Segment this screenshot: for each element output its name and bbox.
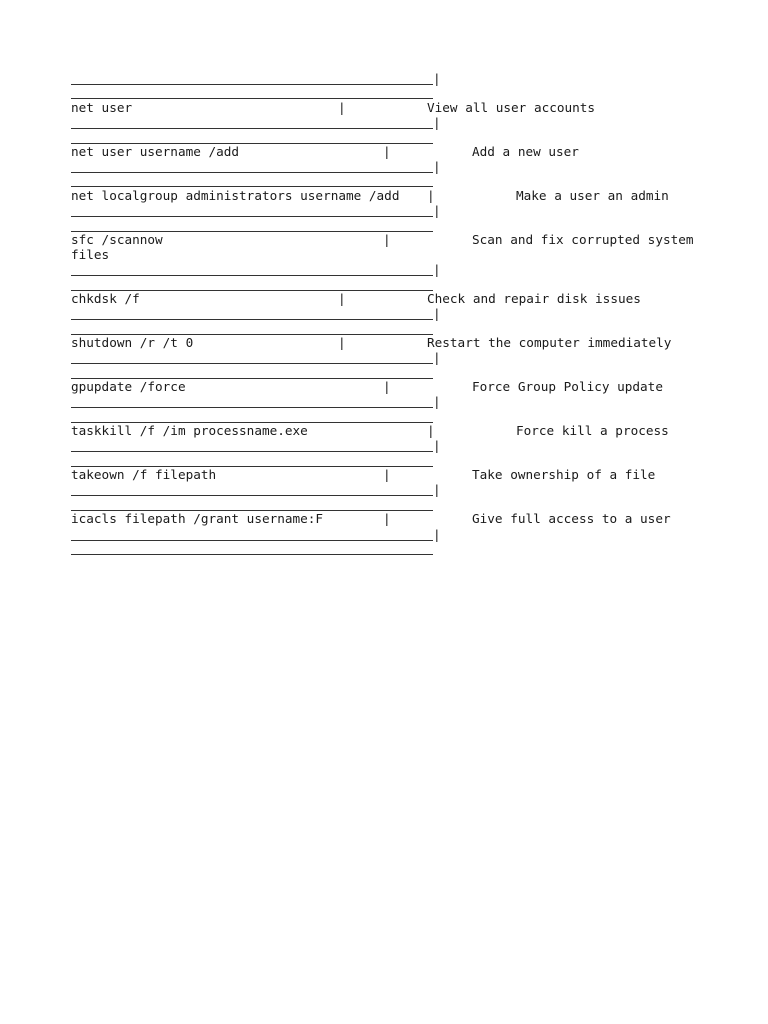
rule-pipe: | — [433, 71, 441, 86]
horizontal-rule — [71, 216, 433, 217]
command-text: takeown /f filepath — [71, 467, 217, 482]
rule-pipe: | — [433, 203, 441, 218]
description-text: Restart the computer immediately — [427, 335, 672, 350]
command-text: taskkill /f /im processname.exe — [71, 423, 308, 438]
description-text: View all user accounts — [427, 100, 596, 115]
column-pipe: | — [338, 335, 346, 350]
command-text: shutdown /r /t 0 — [71, 335, 194, 350]
rule-pipe: | — [433, 115, 441, 130]
column-pipe: | — [383, 232, 391, 247]
column-pipe: | — [338, 100, 346, 115]
horizontal-rule — [71, 451, 433, 452]
rule-pipe: | — [433, 438, 441, 453]
rule-pipe: | — [433, 394, 441, 409]
column-pipe: | — [338, 291, 346, 306]
column-pipe: | — [427, 188, 435, 203]
horizontal-rule — [71, 98, 433, 99]
command-text: sfc /scannow — [71, 232, 163, 247]
horizontal-rule — [71, 554, 433, 555]
command-text: chkdsk /f — [71, 291, 140, 306]
command-text: net user — [71, 100, 133, 115]
command-text: gpupdate /force — [71, 379, 186, 394]
rule-pipe: | — [433, 527, 441, 542]
rule-pipe: | — [433, 262, 441, 277]
description-text: Give full access to a user — [472, 511, 671, 526]
description-text: Check and repair disk issues — [427, 291, 641, 306]
horizontal-rule — [71, 172, 433, 173]
column-pipe: | — [383, 379, 391, 394]
description-text: Scan and fix corrupted system — [472, 232, 694, 247]
rule-pipe: | — [433, 306, 441, 321]
column-pipe: | — [427, 423, 435, 438]
horizontal-rule — [71, 275, 433, 276]
horizontal-rule — [71, 186, 433, 187]
column-pipe: | — [383, 511, 391, 526]
description-text: Take ownership of a file — [472, 467, 656, 482]
horizontal-rule — [71, 84, 433, 85]
command-text: icacls filepath /grant username:F — [71, 511, 324, 526]
horizontal-rule — [71, 540, 433, 541]
column-pipe: | — [383, 467, 391, 482]
horizontal-rule — [71, 319, 433, 320]
command-text: net user username /add — [71, 144, 240, 159]
rule-pipe: | — [433, 350, 441, 365]
command-text: net localgroup administrators username /add — [71, 188, 400, 203]
rule-pipe: | — [433, 159, 441, 174]
description-text: Make a user an admin — [516, 188, 669, 203]
horizontal-rule — [71, 128, 433, 129]
description-text: Force Group Policy update — [472, 379, 663, 394]
description-text: Force kill a process — [516, 423, 669, 438]
description-wrap-text: files — [71, 246, 110, 262]
description-text: Add a new user — [472, 144, 579, 159]
horizontal-rule — [71, 407, 433, 408]
rule-pipe: | — [433, 482, 441, 497]
horizontal-rule — [71, 495, 433, 496]
horizontal-rule — [71, 363, 433, 364]
column-pipe: | — [383, 144, 391, 159]
